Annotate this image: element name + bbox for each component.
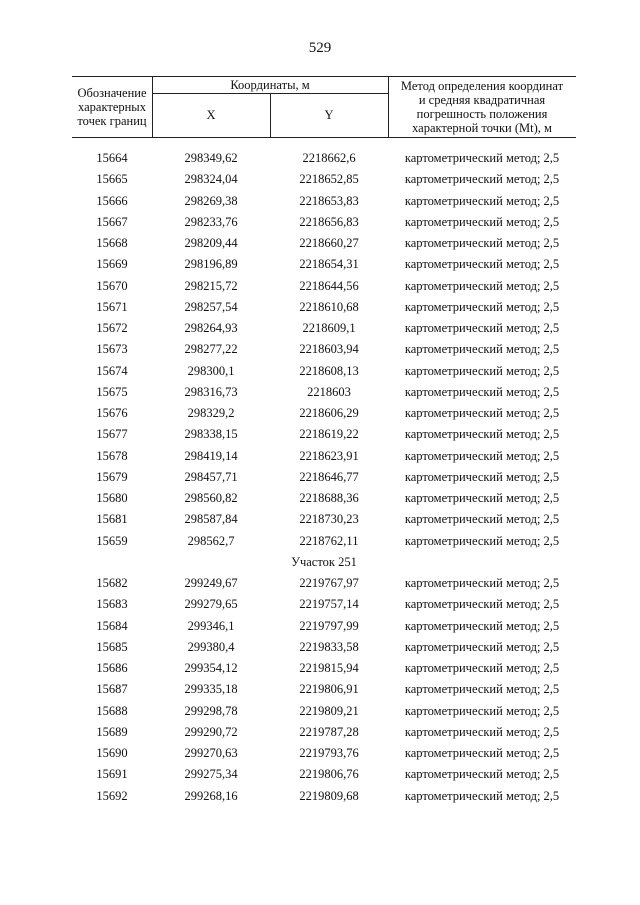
coord-x: 298316,73 (184, 384, 238, 399)
point-id: 15681 (96, 512, 128, 527)
coord-x: 298277,22 (184, 342, 238, 357)
coord-x: 298269,38 (184, 193, 238, 208)
point-id: 15691 (96, 767, 128, 782)
method: картометрический метод; 2,5 (404, 724, 560, 739)
coord-x: 298457,71 (184, 469, 238, 484)
point-id: 15670 (96, 278, 128, 293)
table-row (72, 382, 576, 403)
table-row (72, 594, 576, 615)
point-id: 15668 (96, 236, 128, 250)
header-method-line-1: Метод определения координат (400, 79, 564, 93)
point-id: 15675 (96, 384, 128, 399)
header-top-rule (72, 76, 576, 77)
coord-x: 299335,18 (184, 682, 238, 697)
point-id: 15673 (96, 342, 128, 357)
coord-y: 2218619,22 (299, 427, 359, 442)
coord-y: 2218730,23 (299, 512, 359, 527)
method: картометрический метод; 2,5 (404, 342, 560, 357)
point-id: 15682 (96, 576, 128, 590)
header-y: Y (324, 108, 334, 122)
header-coordinates: Координаты, м (230, 78, 310, 92)
coord-x: 298562,7 (187, 533, 235, 548)
coord-y: 2219809,21 (299, 703, 359, 718)
method: картометрический метод; 2,5 (404, 278, 560, 293)
point-id: 15688 (96, 703, 128, 718)
method: картометрический метод; 2,5 (404, 321, 560, 335)
table-row (72, 637, 576, 658)
header-point-line-3: точек границ (77, 114, 147, 128)
point-id: 15680 (96, 491, 128, 505)
table-row (72, 233, 576, 254)
point-id: 15676 (96, 406, 128, 420)
table-row (72, 509, 576, 530)
point-id: 15690 (96, 746, 128, 760)
method: картометрический метод; 2,5 (404, 682, 560, 697)
section-title (72, 552, 576, 573)
coord-x: 299346,1 (187, 618, 235, 633)
table-row (72, 658, 576, 679)
table-row (72, 679, 576, 700)
coord-x: 299380,4 (187, 639, 235, 654)
coord-x: 298587,84 (184, 512, 238, 527)
header-method (388, 79, 576, 135)
coord-x: 299290,72 (184, 724, 238, 739)
table-row (72, 361, 576, 382)
coord-y: 2218652,85 (299, 172, 359, 187)
table-row (72, 148, 576, 169)
method: картометрический метод; 2,5 (404, 618, 560, 633)
coord-y: 2219806,76 (299, 767, 359, 782)
point-id: 15685 (96, 639, 128, 654)
table-row (72, 573, 576, 594)
table-row (72, 616, 576, 637)
header-point-line-1: Обозначение (77, 86, 147, 100)
coord-y: 2218609,1 (302, 321, 356, 335)
coord-y: 2218653,83 (299, 193, 359, 208)
table-row (72, 191, 576, 212)
method: картометрический метод; 2,5 (404, 299, 560, 314)
coord-x: 298233,76 (184, 214, 238, 229)
coord-y: 2218688,36 (299, 491, 359, 505)
table-header (72, 76, 576, 138)
method: картометрический метод; 2,5 (404, 512, 560, 527)
coord-y: 2218610,68 (299, 299, 359, 314)
point-id: 15687 (96, 682, 128, 697)
header-method-line-2: и средняя квадратичная (418, 93, 546, 107)
method: картометрический метод; 2,5 (404, 151, 560, 165)
header-method-line-3: погрешность положения (416, 107, 548, 121)
table-row (72, 786, 576, 807)
point-id: 15686 (96, 661, 128, 675)
table-row (72, 254, 576, 275)
table-row (72, 318, 576, 339)
method: картометрический метод; 2,5 (404, 172, 560, 187)
page-number: 529 (308, 40, 332, 56)
method: картометрический метод; 2,5 (404, 406, 560, 420)
coord-y: 2219833,58 (299, 639, 359, 654)
coord-y: 2218646,77 (299, 469, 359, 484)
table-row (72, 531, 576, 552)
coord-x: 298419,14 (184, 448, 238, 463)
point-id: 15672 (96, 321, 128, 335)
method: картометрический метод; 2,5 (404, 576, 560, 590)
coord-y: 2219806,91 (299, 682, 359, 697)
table-row (72, 467, 576, 488)
method: картометрический метод; 2,5 (404, 703, 560, 718)
coord-y: 2218662,6 (302, 151, 356, 165)
table-body (72, 148, 576, 807)
coord-y: 2218603,94 (299, 342, 359, 357)
point-id: 15684 (96, 618, 128, 633)
coord-y: 2219793,76 (299, 746, 359, 760)
coord-y: 2219815,94 (299, 661, 359, 675)
method: картометрический метод; 2,5 (404, 639, 560, 654)
table-row (72, 722, 576, 743)
coord-y: 2218762,11 (299, 533, 359, 548)
coord-x: 298215,72 (184, 278, 238, 293)
table-row (72, 446, 576, 467)
point-id: 15666 (96, 193, 128, 208)
coord-x: 299275,34 (184, 767, 238, 782)
table-row (72, 743, 576, 764)
coord-y: 2218654,31 (299, 257, 359, 272)
point-id: 15689 (96, 724, 128, 739)
table-row (72, 488, 576, 509)
table-row (72, 339, 576, 360)
coord-y: 2219787,28 (299, 724, 359, 739)
table-row (72, 764, 576, 785)
method: картометрический метод; 2,5 (404, 746, 560, 760)
point-id: 15674 (96, 363, 128, 378)
coord-y: 2219757,14 (299, 597, 359, 612)
method: картометрический метод; 2,5 (404, 491, 560, 505)
coord-x: 299249,67 (184, 576, 238, 590)
method: картометрический метод; 2,5 (404, 427, 560, 442)
table-row (72, 424, 576, 445)
table-row (72, 403, 576, 424)
table-row (72, 212, 576, 233)
coord-x: 299270,63 (184, 746, 238, 760)
header-x: X (206, 108, 216, 122)
method: картометрический метод; 2,5 (404, 257, 560, 272)
point-id: 15671 (96, 299, 128, 314)
coord-x: 298560,82 (184, 491, 238, 505)
coord-x: 299298,78 (184, 703, 238, 718)
coord-y: 2219767,97 (299, 576, 359, 590)
coord-x: 298329,2 (187, 406, 235, 420)
coord-y: 2219809,68 (299, 788, 359, 803)
header-point-line-2: характерных (78, 100, 146, 114)
point-id: 15665 (96, 172, 128, 187)
point-id: 15683 (96, 597, 128, 612)
coord-y: 2219797,99 (299, 618, 359, 633)
coord-x: 298324,04 (184, 172, 238, 187)
coord-y: 2218608,13 (299, 363, 359, 378)
method: картометрический метод; 2,5 (404, 384, 560, 399)
method: картометрический метод; 2,5 (404, 661, 560, 675)
coord-y: 2218644,56 (299, 278, 359, 293)
coord-y: 2218603 (307, 384, 351, 399)
method: картометрический метод; 2,5 (404, 469, 560, 484)
point-id: 15669 (96, 257, 128, 272)
method: картометрический метод; 2,5 (404, 767, 560, 782)
coord-y: 2218660,27 (299, 236, 359, 250)
point-id: 15692 (96, 788, 128, 803)
method: картометрический метод; 2,5 (404, 788, 560, 803)
coord-x: 298300,1 (187, 363, 235, 378)
point-id: 15677 (96, 427, 128, 442)
coord-x: 298349,62 (184, 151, 238, 165)
coord-y: 2218623,91 (299, 448, 359, 463)
table-row (72, 701, 576, 722)
method: картометрический метод; 2,5 (404, 533, 560, 548)
section-title-text: Участок 251 (291, 554, 357, 569)
coord-x: 299268,16 (184, 788, 238, 803)
point-id: 15664 (96, 151, 128, 165)
point-id: 15679 (96, 469, 128, 484)
coord-x: 298257,54 (184, 299, 238, 314)
table-row (72, 169, 576, 190)
method: картометрический метод; 2,5 (404, 214, 560, 229)
table-row (72, 276, 576, 297)
coord-x: 298209,44 (184, 236, 238, 250)
coord-x: 298264,93 (184, 321, 238, 335)
coord-y: 2218606,29 (299, 406, 359, 420)
method: картометрический метод; 2,5 (404, 448, 560, 463)
header-method-line-4: характерной точки (Mt), м (412, 121, 552, 135)
method: картометрический метод; 2,5 (404, 363, 560, 378)
coord-x: 299354,12 (184, 661, 238, 675)
table-row (72, 297, 576, 318)
method: картометрический метод; 2,5 (404, 193, 560, 208)
method: картометрический метод; 2,5 (404, 236, 560, 250)
header-point-designation (72, 86, 152, 128)
coord-x: 298338,15 (184, 427, 238, 442)
header-bottom-rule (72, 137, 576, 138)
coord-y: 2218656,83 (299, 214, 359, 229)
point-id: 15667 (96, 214, 128, 229)
coord-x: 298196,89 (184, 257, 238, 272)
point-id: 15659 (96, 533, 128, 548)
method: картометрический метод; 2,5 (404, 597, 560, 612)
point-id: 15678 (96, 448, 128, 463)
coord-x: 299279,65 (184, 597, 238, 612)
